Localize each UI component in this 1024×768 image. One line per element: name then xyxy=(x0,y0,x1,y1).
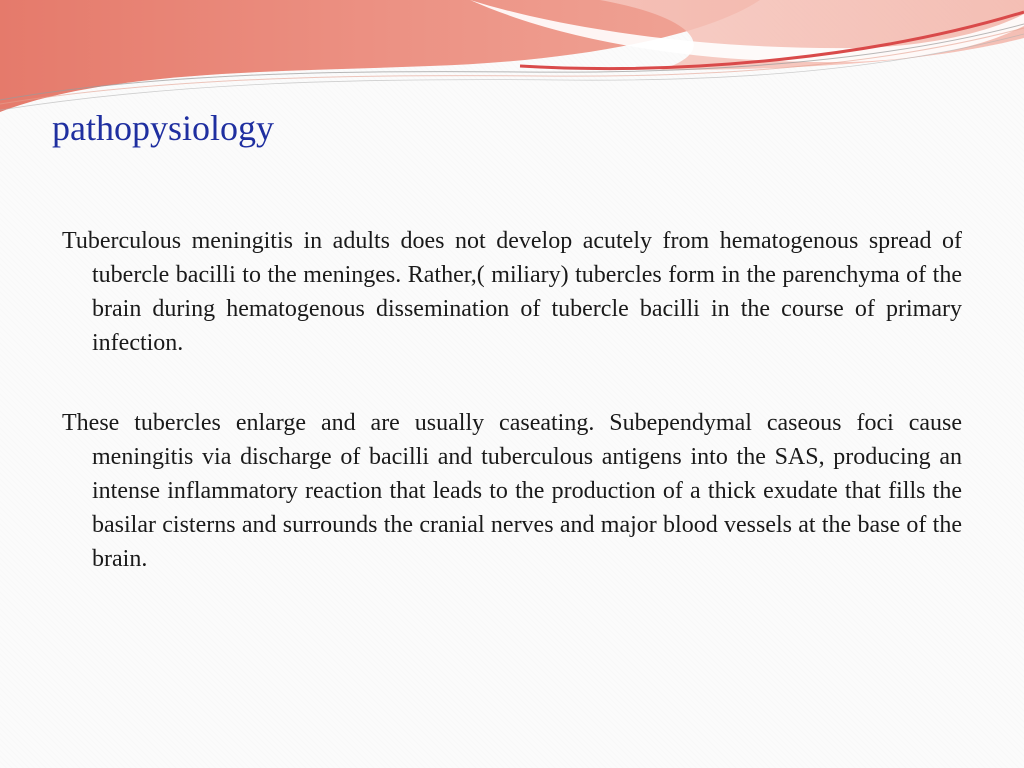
slide-body xyxy=(62,224,962,622)
paragraph-2: These tubercles enlarge and are usually caseating. Subependymal caseous foci cause meningitis via discharge of bacilli and tuberculous antigens into the SAS, producing an intense inflammatory reaction that leads to the production of a thick exudate that fills the basilar cisterns and surrounds the cranial nerves and major blood vessels at the base of the brain. xyxy=(62,410,962,572)
header-wave-decoration xyxy=(0,0,1024,120)
paragraph-1: Tuberculous meningitis in adults does not develop acutely from hematogenous spread of tubercle bacilli to the meninges. Rather,( miliary) tubercles form in the parenchyma of the brain during hematogenous dissemination of tubercle bacilli in the course of primary infection. xyxy=(62,228,962,356)
slide-title: pathopysiology xyxy=(52,108,274,148)
